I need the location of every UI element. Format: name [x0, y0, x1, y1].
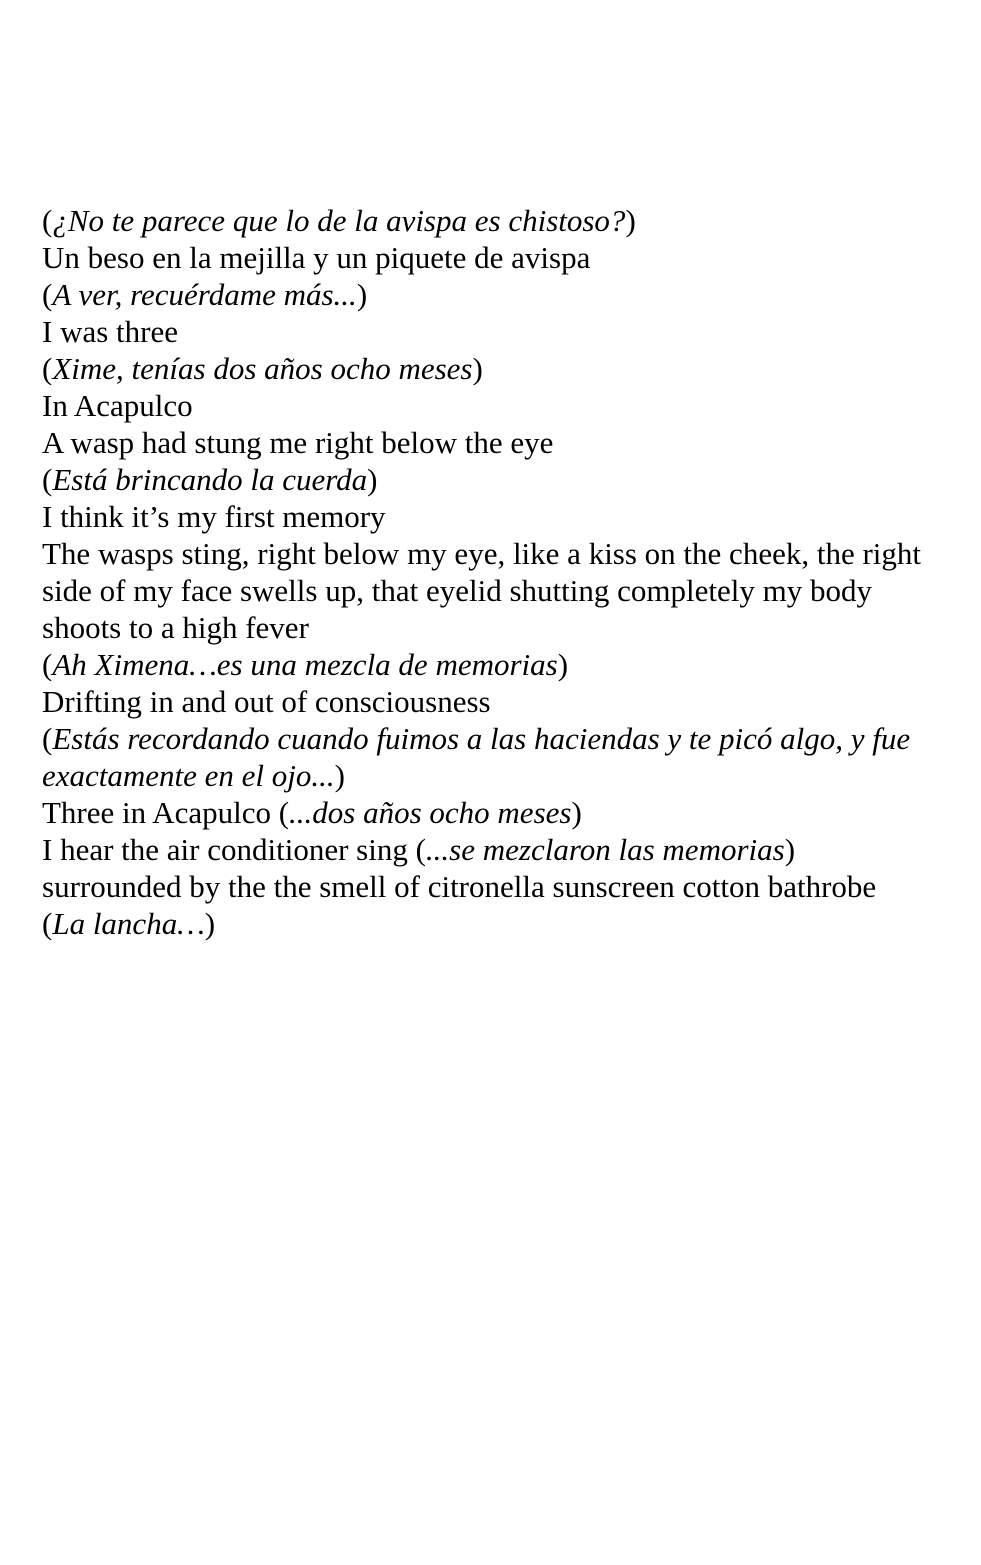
line-text-italic: Ah Ximena…es una mezcla de memorias — [52, 647, 558, 682]
line-text: ( — [42, 906, 53, 941]
line-text: ) — [625, 203, 636, 238]
poem-line — [42, 498, 942, 535]
line-text: ) — [784, 832, 796, 867]
line-text: ) — [472, 351, 483, 386]
line-text: ) — [367, 462, 378, 497]
line-text: ( — [42, 277, 53, 312]
line-text-italic: ...se mezclaron las memorias — [425, 832, 785, 867]
poem-line — [42, 387, 942, 424]
line-text: ( — [42, 647, 53, 682]
line-text: I was three — [42, 314, 178, 349]
line-text: In Acapulco — [42, 388, 193, 423]
line-text: ) — [571, 795, 582, 830]
poem-line — [42, 831, 942, 868]
poem-line — [42, 239, 942, 276]
line-text: ) — [204, 906, 216, 941]
line-text-italic: A ver, recuérdame más... — [52, 277, 357, 312]
line-text: A wasp had stung me right below the eye — [42, 425, 554, 460]
line-text-italic: La lancha… — [52, 906, 205, 941]
poem-line — [42, 905, 942, 942]
line-text-italic: Estás recordando cuando fuimos a las haciendas y te picó algo, y fue exactamente en el ojo... — [42, 721, 911, 793]
line-text: ) — [334, 758, 345, 793]
line-text: ) — [557, 647, 569, 682]
poem-body — [42, 202, 942, 942]
poem-line — [42, 868, 942, 905]
line-text-italic: Xime, tenías dos años ocho meses — [52, 351, 473, 386]
poem-line — [42, 683, 942, 720]
line-text: Drifting in and out of consciousness — [42, 684, 491, 719]
poem-line — [42, 461, 942, 498]
poem-line — [42, 276, 942, 313]
line-text: Un beso en la mejilla y un piquete de avispa — [42, 240, 591, 275]
poem-line — [42, 202, 942, 239]
line-text: I hear the air conditioner sing ( — [42, 832, 426, 867]
poem-line — [42, 535, 942, 646]
line-text: The wasps sting, right below my eye, like a kiss on the cheek, the right side of my face swells up, that eyelid shutting completely my body shoots to a high fever — [42, 536, 922, 645]
line-text-italic: Está brincando la cuerda — [52, 462, 368, 497]
line-text: ) — [356, 277, 368, 312]
poem-line — [42, 424, 942, 461]
line-text: I think it’s my first memory — [42, 499, 386, 534]
poem-line — [42, 350, 942, 387]
line-text-italic: ...dos años ocho meses — [289, 795, 572, 830]
poem-line — [42, 794, 942, 831]
line-text: Three in Acapulco ( — [42, 795, 290, 830]
poem-line — [42, 646, 942, 683]
poem-line — [42, 313, 942, 350]
poem-line — [42, 720, 942, 794]
line-text: ( — [42, 351, 53, 386]
line-text-italic: ¿No te parece que lo de la avispa es chistoso? — [52, 203, 626, 238]
line-text: surrounded by the the smell of citronella sunscreen cotton bathrobe — [42, 869, 877, 904]
line-text: ( — [42, 462, 53, 497]
line-text: ( — [42, 203, 53, 238]
line-text: ( — [42, 721, 53, 756]
